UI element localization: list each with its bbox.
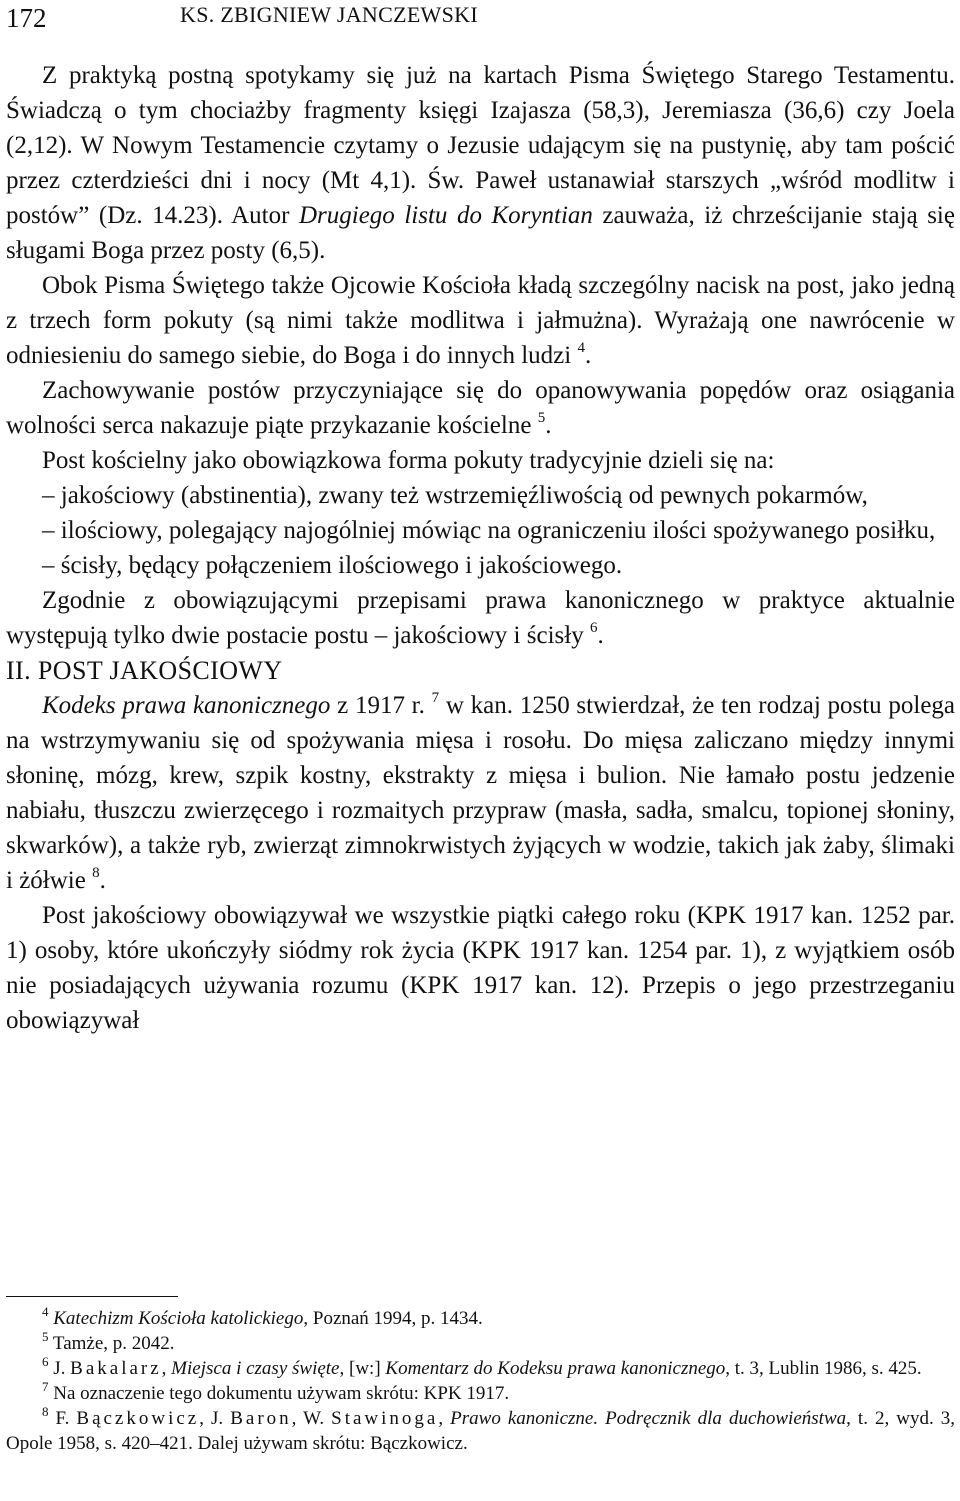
footnote-8 [6,1403,956,1456]
footnote-8-italic: Prawo kanoniczne. Podręcznik dla duchowieństwa [450,1408,847,1429]
paragraph-3-text: Zachowywanie postów przyczyniające się do opanowywania popędów oraz osiągania wolności serca nakazuje piąte przykazanie kościelne [6,377,955,439]
footnote-6-initial: J. [53,1358,66,1379]
footnote-number: 6 [42,1353,49,1369]
footnote-8-author-1: Bączkowicz [76,1408,200,1429]
footnote-8-sep-1: , [199,1408,212,1429]
page-header [0,0,960,40]
list-item-3: – ścisły, będący połączeniem ilościowego i jakościowego. [42,552,623,579]
footnote-8-text: , t. 2, wyd. 3, Opole 1958, s. 420–421. Dalej używam skrótu: Bączkowicz. [6,1408,956,1454]
footnote-8-author-2: Baron [230,1408,292,1429]
footnote-6 [6,1353,955,1381]
footnotes [6,1303,956,1456]
paragraph-5-tail: . [597,622,604,649]
footnote-number: 4 [42,1303,49,1319]
footnote-8-initial-2: J. [211,1408,224,1429]
footnote-ref-6[interactable]: 6 [589,619,598,636]
paragraph-6-tail: . [99,867,106,894]
paragraph-6-text-b: w kan. 1250 stwierdzał, że ten rodzaj postu polega na wstrzymywaniu się od spożywania mięsa i rosołu. Do mięsa zaliczano między innymi słoninę, mózg, krew, szpik kostny, ekstrakty z mięsa i bulion. Nie łamało postu jedzenie nabiału, tłuszczu zwierzęcego i rozmaitych przypraw (masła, sadła, smalcu, topionej słoniny, skwarków), a także ryb, zwierząt zimnokrwistych żyjących w wodzie, takich jak żaby, ślimaki i żółwie [6,692,956,894]
paragraph-3 [6,373,955,443]
paragraph-1-text-a: Z praktyką postną spotykamy się już na kartach Pisma Świętego Starego Testamentu. Świadczą o tym chociażby fragmenty księgi Izajasza (58,3), Jeremiasza (36,6) czy Joela (2,12). W Nowym Testamencie czytamy o Jezusie udającym się na pustynię, aby tam pościć przez czterdzieści dni i nocy (Mt 4,1). Św. Paweł ustanawiał starszych „wśród modlitw i postów” (Dz. 14.23). Autor [6,62,955,229]
paragraph-4: Post kościelny jako obowiązkowa forma pokuty tradycyjnie dzieli się na: [42,447,775,474]
footnote-4 [6,1303,955,1331]
paragraph-2-tail: . [584,342,592,369]
footnote-ref-7[interactable]: 7 [431,689,440,706]
footnote-6-sep: , [161,1358,172,1379]
running-head: KS. ZBIGNIEW JANCZEWSKI [180,2,478,27]
footnote-8-initial-1: F. [55,1408,70,1429]
section-heading: II. POST JAKOŚCIOWY [6,656,283,685]
footnote-ref-4[interactable]: 4 [577,339,585,356]
footnote-separator [6,1296,178,1297]
footnote-6-italic-2: Komentarz do Kodeksu prawa kanonicznego [385,1358,726,1379]
footnote-4-text: , Poznań 1994, p. 1434. [303,1308,483,1329]
paragraph-7: Post jakościowy obowiązywał we wszystkie piątki całego roku (KPK 1917 kan. 1252 par. 1) osoby, które ukończyły siódmy rok życia (KPK 1917 kan. 1254 par. 1), z wyjątkiem osób nie posiadających używania rozumu (KPK 1917 kan. 12). Przepis o jego przestrzeganiu obowiązywał [6,902,955,1034]
footnote-6-text-b: , [w:] [339,1358,386,1379]
footnote-7-text: Na oznaczenie tego dokumentu używam skrótu: KPK 1917. [53,1383,510,1404]
paragraph-1-italic-title: Drugiego listu do Koryntian [298,202,593,229]
footnote-6-author: Bakalarz [70,1358,162,1379]
footnote-number: 8 [42,1403,49,1419]
footnote-ref-5[interactable]: 5 [537,409,546,426]
footnote-7 [6,1378,955,1406]
paragraph-5 [6,583,955,653]
body-text [6,58,955,1038]
paragraph-6-italic-title: Kodeks prawa kanonicznego [42,692,331,719]
footnote-8-initial-3: W. [303,1408,325,1429]
paragraph-1 [6,58,955,268]
footnote-4-italic: Katechizm Kościoła katolickiego [53,1308,304,1329]
footnote-6-italic-1: Miejsca i czasy święte [171,1358,340,1379]
paragraph-5-text: Zgodnie z obowiązującymi przepisami prawa kanonicznego w praktyce aktualnie występują tylko dwie postacie postu – jakościowy i ścisły [6,587,955,649]
paragraph-3-tail: . [545,412,552,439]
footnote-8-author-3: Stawinoga [331,1408,439,1429]
footnote-number: 7 [42,1378,49,1394]
footnote-number: 5 [42,1328,49,1344]
footnote-5-text: Tamże, p. 2042. [52,1333,175,1354]
footnote-8-sep-2: , [291,1408,304,1429]
paragraph-2 [6,268,955,373]
paragraph-1-text-b: zauważa, iż chrześcijanie stają się sługami Boga przez posty (6,5). [6,202,955,264]
footnote-8-sep-3: , [438,1408,451,1429]
page-number: 172 [6,3,47,33]
footnote-6-text-c: , t. 3, Lublin 1986, s. 425. [725,1358,922,1379]
paragraph-2-text: Obok Pisma Świętego także Ojcowie Kościoła kładą szczególny nacisk na post, jako jedną z trzech form pokuty (są nimi także modlitwa i jałmużna). Wyrażają one nawrócenie w odniesieniu do samego siebie, do Boga i do innych ludzi [6,272,955,369]
footnote-ref-8[interactable]: 8 [92,864,100,881]
list-item-2: – ilościowy, polegający najogólniej mówiąc na ograniczeniu ilości spożywanego posiłku, [42,517,936,544]
footnote-5 [6,1328,955,1356]
list-item-1: – jakościowy (abstinentia), zwany też wstrzemięźliwością od pewnych pokarmów, [42,482,868,509]
paragraph-6-text-a: z 1917 r. [330,692,425,719]
paragraph-6 [6,688,955,898]
